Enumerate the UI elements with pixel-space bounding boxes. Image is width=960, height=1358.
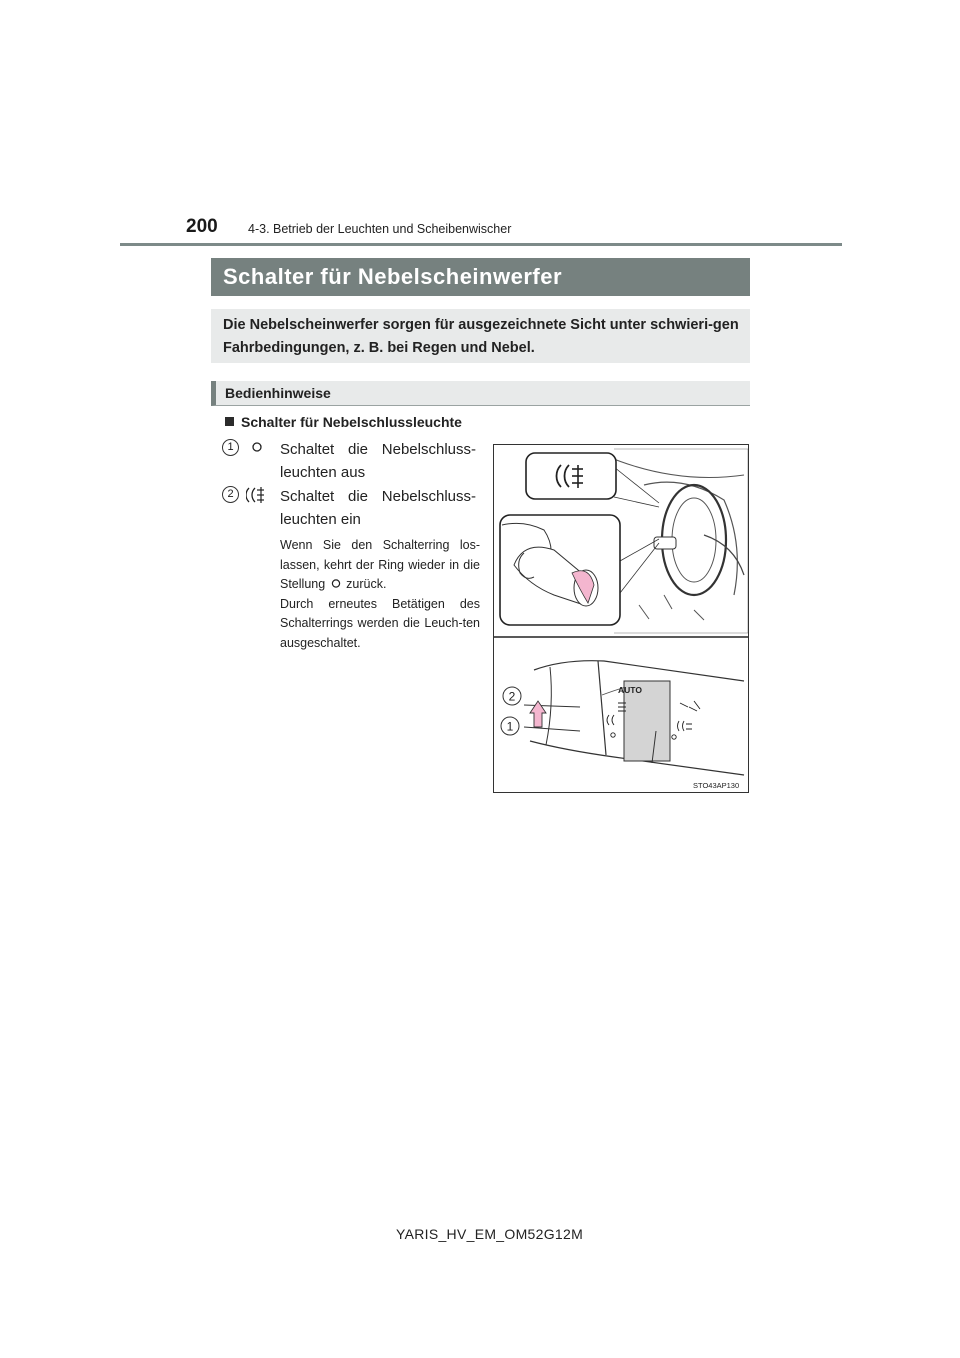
item-number-1: 1 <box>222 439 239 456</box>
auto-label: AUTO <box>618 685 642 695</box>
dashboard-and-lever-drawing <box>494 445 749 793</box>
fog-light-off-icon <box>251 441 263 453</box>
callout-2: 2 <box>508 689 516 704</box>
rear-fog-light-icon <box>246 486 266 504</box>
note-text <box>280 536 480 653</box>
intro-text: Die Nebelscheinwerfer sorgen für ausgezeichnete Sicht unter schwieri-gen Fahrbedingungen, z. B. bei Regen und Nebel. <box>211 309 750 363</box>
page-number: 200 <box>186 216 218 237</box>
callout-1: 1 <box>506 719 514 734</box>
subheading: Bedienhinweise <box>211 381 750 406</box>
switch-illustration <box>493 444 749 793</box>
page-title: Schalter für Nebelscheinwerfer <box>211 258 750 296</box>
item-text-2: Schaltet die Nebelschluss-leuchten ein <box>280 488 476 528</box>
section-path: 4-3. Betrieb der Leuchten und Scheibenwischer <box>248 222 512 236</box>
header-divider <box>120 243 842 246</box>
fog-light-off-inline-icon <box>329 578 343 589</box>
note-part-2: zurück. <box>346 577 387 591</box>
document-code: YARIS_HV_EM_OM52G12M <box>396 1226 584 1242</box>
note-part-1: Wenn Sie den Schalterring los-lassen, kehrt der Ring wieder in die Stellung <box>280 538 480 591</box>
bullet-square-icon <box>225 417 234 426</box>
item-text-1: Schaltet die Nebelschluss-leuchten aus <box>280 441 476 481</box>
figure-code: STO43AP130 <box>693 781 740 790</box>
bullet-heading <box>225 414 462 430</box>
note-part-3: Durch erneutes Betätigen des Schalterrings werden die Leuch-ten ausgeschaltet. <box>280 596 480 650</box>
bullet-heading-text: Schalter für Nebelschlussleuchte <box>241 414 462 430</box>
item-number-2: 2 <box>222 486 239 503</box>
